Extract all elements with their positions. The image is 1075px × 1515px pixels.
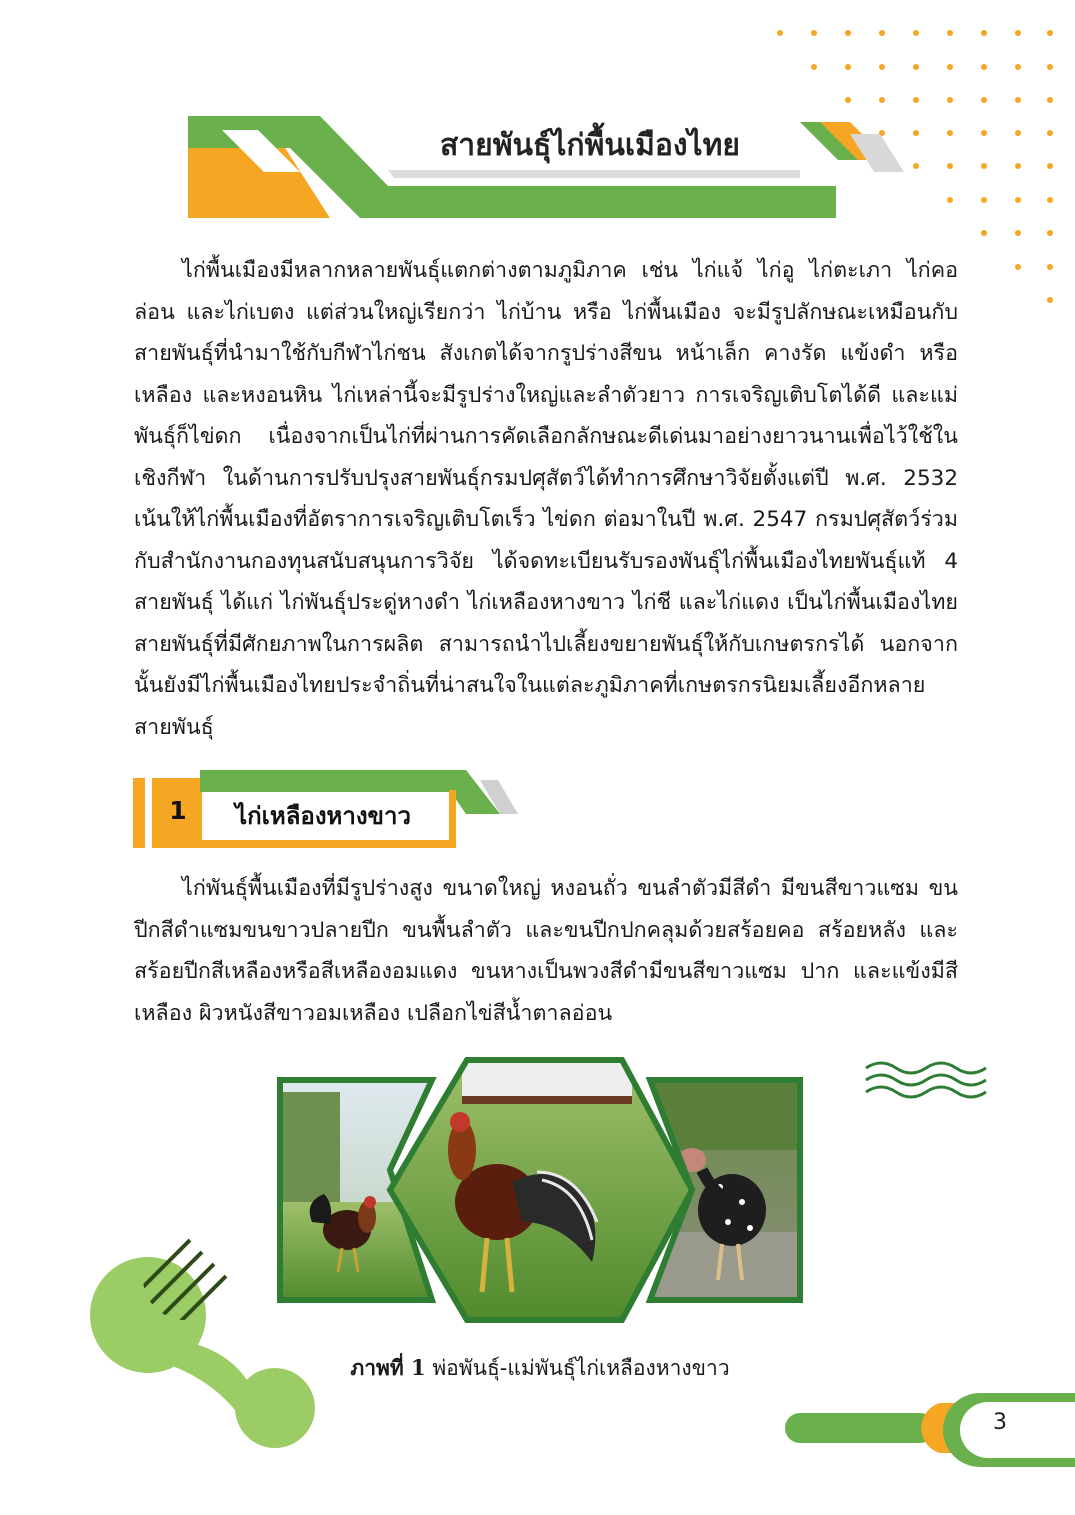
decoration-dot bbox=[1047, 230, 1053, 236]
page-number-badge bbox=[780, 1385, 1075, 1475]
decoration-dot bbox=[981, 230, 987, 236]
decoration-dot bbox=[1047, 297, 1053, 303]
decoration-dot bbox=[1047, 264, 1053, 270]
title-banner bbox=[0, 0, 1075, 230]
section-text: ไก่พันธุ์พื้นเมืองที่มีรูปร่างสูง ขนาดใหญ่ หงอนถั่ว ขนลำตัวมีสีดำ มีขนสีขาวแซม ขนปีกสีดำแซมขนขาวปลายปีก ขนพื้นลำตัว และขนปีกปกคลุมด้วยสร้อยคอ สร้อยหลัง และสร้อยปีกสีเหลืองหรือสีเหลืองอมแดง ขนหางเป็นพวงสีดำมีขนสีขาวแซม ปาก และแข้งมีสีเหลือง ผิวหนังสีขาวอมเหลือง เปลือกไข่สีน้ำตาลอ่อน bbox=[134, 876, 958, 1026]
figure-caption-text: พ่อพันธุ์-แม่พันธุ์ไก่เหลืองหางขาว bbox=[432, 1356, 730, 1380]
photo-collage bbox=[272, 1052, 812, 1337]
page-number: 3 bbox=[993, 1410, 1007, 1435]
section-paragraph bbox=[134, 868, 958, 1034]
intro-text: ไก่พื้นเมืองมีหลากหลายพันธุ์แตกต่างตามภูมิภาค เช่น ไก่แจ้ ไก่อู ไก่ตะเภา ไก่คอล่อน และไก่เบตง แต่ส่วนใหญ่เรียกว่า ไก่บ้าน หรือ ไก่พื้นเมือง จะมีรูปลักษณะเหมือนกับสายพันธุ์ที่นำมาใช้กับกีฬาไก่ชน สังเกตได้จากรูปร่างสีขน หน้าเล็ก คางรัด แข้งดำ หรือเหลือง และหงอนหิน ไก่เหล่านี้จะมีรูปร่างใหญ่และลำตัวยาว การเจริญเติบโตได้ดี และแม่พันธุ์ก็ไข่ดก เนื่องจากเป็นไก่ที่ผ่านการคัดเลือกลักษณะดีเด่นมาอย่างยาวนานเพื่อไว้ใช้ในเชิงกีฬา ในด้านการปรับปรุงสายพันธุ์กรมปศุสัตว์ได้ทำการศึกษาวิจัยตั้งแต่ปี พ.ศ. 2532 เน้นให้ไก่พื้นเมืองที่อัตราการเจริญเติบโตเร็ว ไข่ดก ต่อมาในปี พ.ศ. 2547 กรมปศุสัตว์ร่วมกับสำนักงานกองทุนสนับสนุนการวิจัย ได้จดทะเบียนรับรองพันธุ์ไก่พื้นเมืองไทยพันธุ์แท้ 4 สายพันธุ์ ได้แก่ ไก่พันธุ์ประดู่หางดำ ไก่เหลืองหางขาว ไก่ชี และไก่แดง เป็นไก่พื้นเมืองไทยสายพันธุ์ที่มีศักยภาพในการผลิต สามารถนำไปเลี้ยงขยายพันธุ์ให้กับเกษตรกรได้ นอกจากนั้นยังมีไก่พื้นเมืองไทยประจำถิ่นที่น่าสนใจในแต่ละภูมิภาคที่เกษตรกรนิยมเลี้ยงอีกหลายสายพันธุ์ bbox=[134, 258, 958, 740]
figure-caption bbox=[200, 1352, 880, 1385]
section-title: ไก่เหลืองหางขาว bbox=[235, 802, 411, 830]
decoration-dot bbox=[1015, 264, 1021, 270]
section-number: 1 bbox=[169, 796, 187, 825]
wave-decoration bbox=[862, 1058, 997, 1106]
figure-label: ภาพที่ 1 bbox=[350, 1355, 426, 1380]
page-title: สายพันธุ์ไก่พื้นเมืองไทย bbox=[440, 128, 740, 163]
intro-paragraph bbox=[134, 250, 958, 748]
decoration-dot bbox=[1015, 230, 1021, 236]
